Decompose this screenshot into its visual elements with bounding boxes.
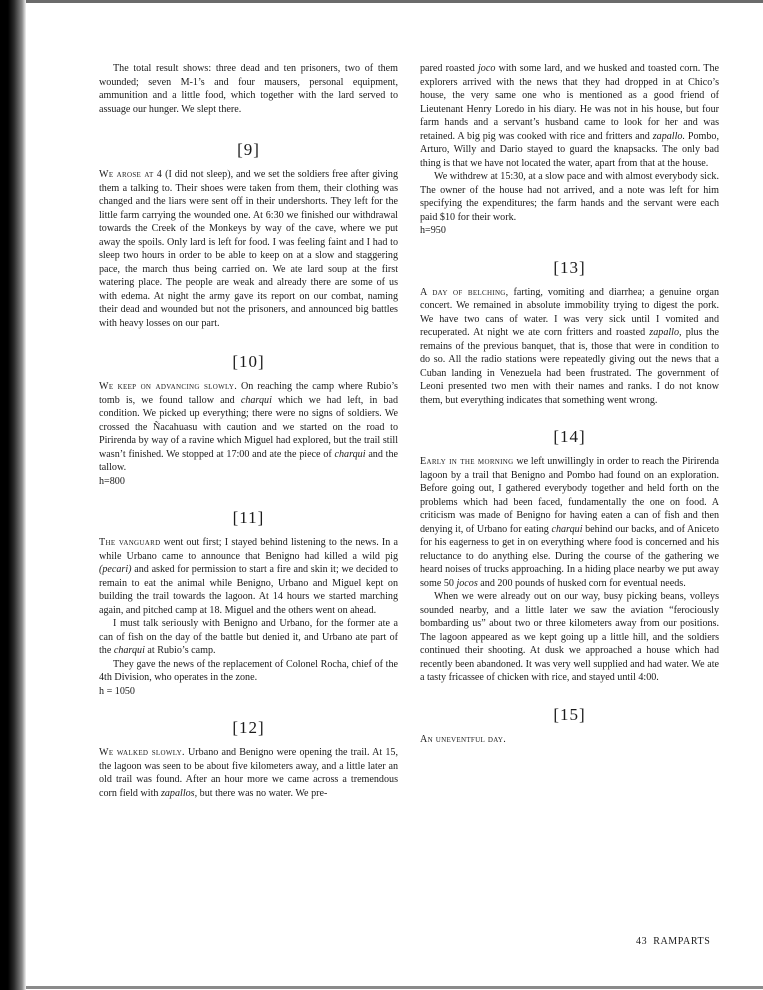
entry-13-lead: A day of belching, <box>420 286 509 298</box>
entry-14-italic-2: jocos <box>456 577 478 589</box>
cont-body-2: with some lard, and we husked and toasted corn. The explorers arrived with the news that they had dropped in at Chico’s house, the very same one who is mentioned as a good friend of Lieutenant Henry Loredo in his diary. He was not in his house, but four farm hands and a servant’s husband came to look for her and was retained. A big pig was cooked with rice and fritters and <box>420 63 719 142</box>
entry-12-italic-1: zapallos, <box>160 787 198 799</box>
binding-shadow <box>0 0 26 990</box>
top-edge-rule <box>26 0 763 3</box>
entry-11-italic-1: (pecari) <box>99 564 132 575</box>
cont-italic-2: zapallo. <box>652 130 685 142</box>
entry-number-9: [9] <box>237 140 260 159</box>
entry-10-italic-1: charqui <box>240 394 272 406</box>
altitude-1050: h = 1050 <box>99 685 135 697</box>
entry-11-p2-italic: charqui <box>113 645 145 656</box>
entry-11-body-1: went out first; I stayed behind listening to the news. In a while Urbano came to announce that Benigno had killed a wild pig <box>99 537 398 562</box>
entry-10-italic-2: charqui <box>334 448 366 460</box>
entry-15-lead: An uneventful day. <box>420 733 507 745</box>
page-number: 43 <box>636 936 648 947</box>
entry-11-text <box>99 536 398 617</box>
entry-15-text <box>420 733 719 747</box>
entry-10-body-1: On reaching the camp where Rubio’s tomb is, we found tallow and <box>99 381 398 406</box>
bottom-edge-rule <box>26 986 763 989</box>
left-column <box>99 62 398 800</box>
altitude-800: h=800 <box>99 475 125 487</box>
entry-12-body-2: but there was no water. We pre- <box>197 787 328 799</box>
entry-12-continued <box>420 62 719 170</box>
entry-9-lead: We arose at 4 <box>99 169 163 180</box>
entry-number-14: [14] <box>553 427 586 446</box>
entry-12-text <box>99 746 398 800</box>
entry-number-13: [13] <box>553 257 586 277</box>
entry-13-body-2: plus the remains of the previous banquet, that is, those that were in condition to do so. All the radio stations were repeatedly giving out the news that a Cuban landing in Venezuela had been frustrated. The government of Leoni presented two men with their names and ranks. I do not know them, but everything indicates that something went wrong. <box>420 327 719 406</box>
entry-14-paragraph-2: When we were already out on our way, busy picking beans, volleys sounded nearby, and a little later we saw the aviation “ferociously bombarding us” about two or three kilometers away from our positions. The lagoon appeared as we kept going up a little hill, and the soldiers continued their shooting. At dusk we approached a house which had recently been abandoned. It was very well supplied and had water. We ate a tasty fricassee of chicken with rice, and stayed until 4:00. <box>420 591 719 683</box>
entry-11-p2-body-2: at Rubio’s camp. <box>144 645 216 656</box>
right-column <box>420 62 719 746</box>
cont-italic-1: joco <box>477 63 496 74</box>
entry-10-lead: We keep on advancing slowly. <box>99 381 238 392</box>
cont-body-3: Pombo, Arturo, Willy and Dario stayed to guard the knapsacks. The only bad thing is that we have not located the water, apart from that at the house. <box>420 130 720 169</box>
entry-11-lead: The vanguard <box>99 537 161 548</box>
magazine-name: RAMPARTS <box>653 936 711 947</box>
entry-number-11: [11] <box>232 508 265 527</box>
entry-number-10: [10] <box>232 352 265 371</box>
entry-number-15: [15] <box>553 704 586 724</box>
paragraph-total-result: The total result shows: three dead and ten prisoners, two of them wounded; seven M-1’s and four mausers, personal equipment, ammunition and a little food, which together with the lard served to assuage our hunger. We slept there. <box>99 63 398 115</box>
withdrawal-paragraph: We withdrew at 15:30, at a slow pace and with almost everybody sick. The owner of the house had not arrived, and a note was left for him specifying the expenditures; the farm hands and the servant were each paid $10 for their work. <box>420 171 719 223</box>
entry-14-text <box>420 455 719 590</box>
entry-13-text <box>420 286 719 408</box>
entry-number-12: [12] <box>232 718 265 737</box>
entry-9-text <box>99 168 398 330</box>
entry-12-body-1: Urbano and Benigno were opening the trail. At 15, the lagoon was seen to be about five kilometers away, and a little later an old trail was found. After an hour more we came across a tremendous corn field with <box>99 747 399 799</box>
altitude-950: h=950 <box>420 225 446 236</box>
entry-14-body-2: behind our backs, and of Aniceto for his eagerness to get in on everything where food is concerned and his reluctance to do anything else. During the course of the gathering we heard noises of trucks approaching. In a hiding place nearby we put away some 50 <box>420 523 720 589</box>
entry-14-body-1: we left unwillingly in order to reach the Pirirenda lagoon by a trail that Benigno and Pombo had found on an exploration. Before going out, I gathered everybody together and held forth on the problems which had been faced, fundamentally the one on food. A criticism was made of Benigno for having eaten a can of fish and then denying it, of Urbano for eating <box>420 456 719 535</box>
entry-9-body: (I did not sleep), and we set the soldiers free after giving them a talking to. Their shoes were taken from them, their clothing was changed and the liars were sent off in their undershorts. They left for the little farm carrying the wounded one. At 6:30 we finished our withdrawal towards the Creek of the Monkeys by way of the cave, where we put away the spoils. Only lard is left for food. I was feeling faint and I had to sleep two hours in order to be able to keep on at a slow and staggering pace, the march thus being carried on. We ate lard soup at the first watering place. The people are weak and already there are some of us with edema. At night the army gave its report on our combat, naming their dead and wounded but not the prisoners, and announced big battles with heavy losses on our part. <box>99 169 398 329</box>
entry-10-body-2: which we had left, in bad condition. We picked up everything; there were no signs of soldiers. We crossed the Ñacahuasu with caution and we started on the road to Pirirenda by way of a ravine which Miguel had explored, but the trail still wasn’t finished. We stopped at 17:00 and ate the piece of <box>99 394 398 460</box>
entry-11-body-2: and asked for permission to start a fire and skin it; we decided to remain to eat the animal while Benigno, Urbano and Miguel kept on building the trail towards the lagoon. At 14 hours we started marching again, and pitched camp at 18. Miguel and the others went on ahead. <box>99 564 398 616</box>
entry-13-italic-1: zapallo, <box>649 327 682 338</box>
entry-10-body-3: and the tallow. <box>99 448 399 473</box>
entry-11-paragraph-2 <box>99 617 398 658</box>
entry-11-paragraph-3: They gave the news of the replacement of Colonel Rocha, chief of the 4th Division, who operates in the zone. <box>99 658 398 683</box>
page-footer <box>636 936 710 947</box>
entry-14-body-3: and 200 pounds of husked corn for eventual needs. <box>477 577 686 589</box>
entry-14-italic-1: charqui <box>551 523 583 535</box>
entry-14-lead: Early in the morning <box>420 456 514 467</box>
entry-13-body-1: farting, vomiting and diarrhea; a genuine organ concert. We remained in absolute immobility trying to digest the pork. We have two cans of water. I was very sick until I vomited and recuperated. At night we ate corn fritters and roasted <box>420 286 719 338</box>
entry-12-lead: We walked slowly. <box>99 747 185 758</box>
cont-body-1: pared roasted <box>420 63 478 74</box>
entry-11-p2-body-1: I must talk seriously with Benigno and Urbano, for the former ate a can of fish on the day of the battle but denied it, and Urbano ate part of the <box>99 618 398 656</box>
entry-10-text <box>99 380 398 475</box>
